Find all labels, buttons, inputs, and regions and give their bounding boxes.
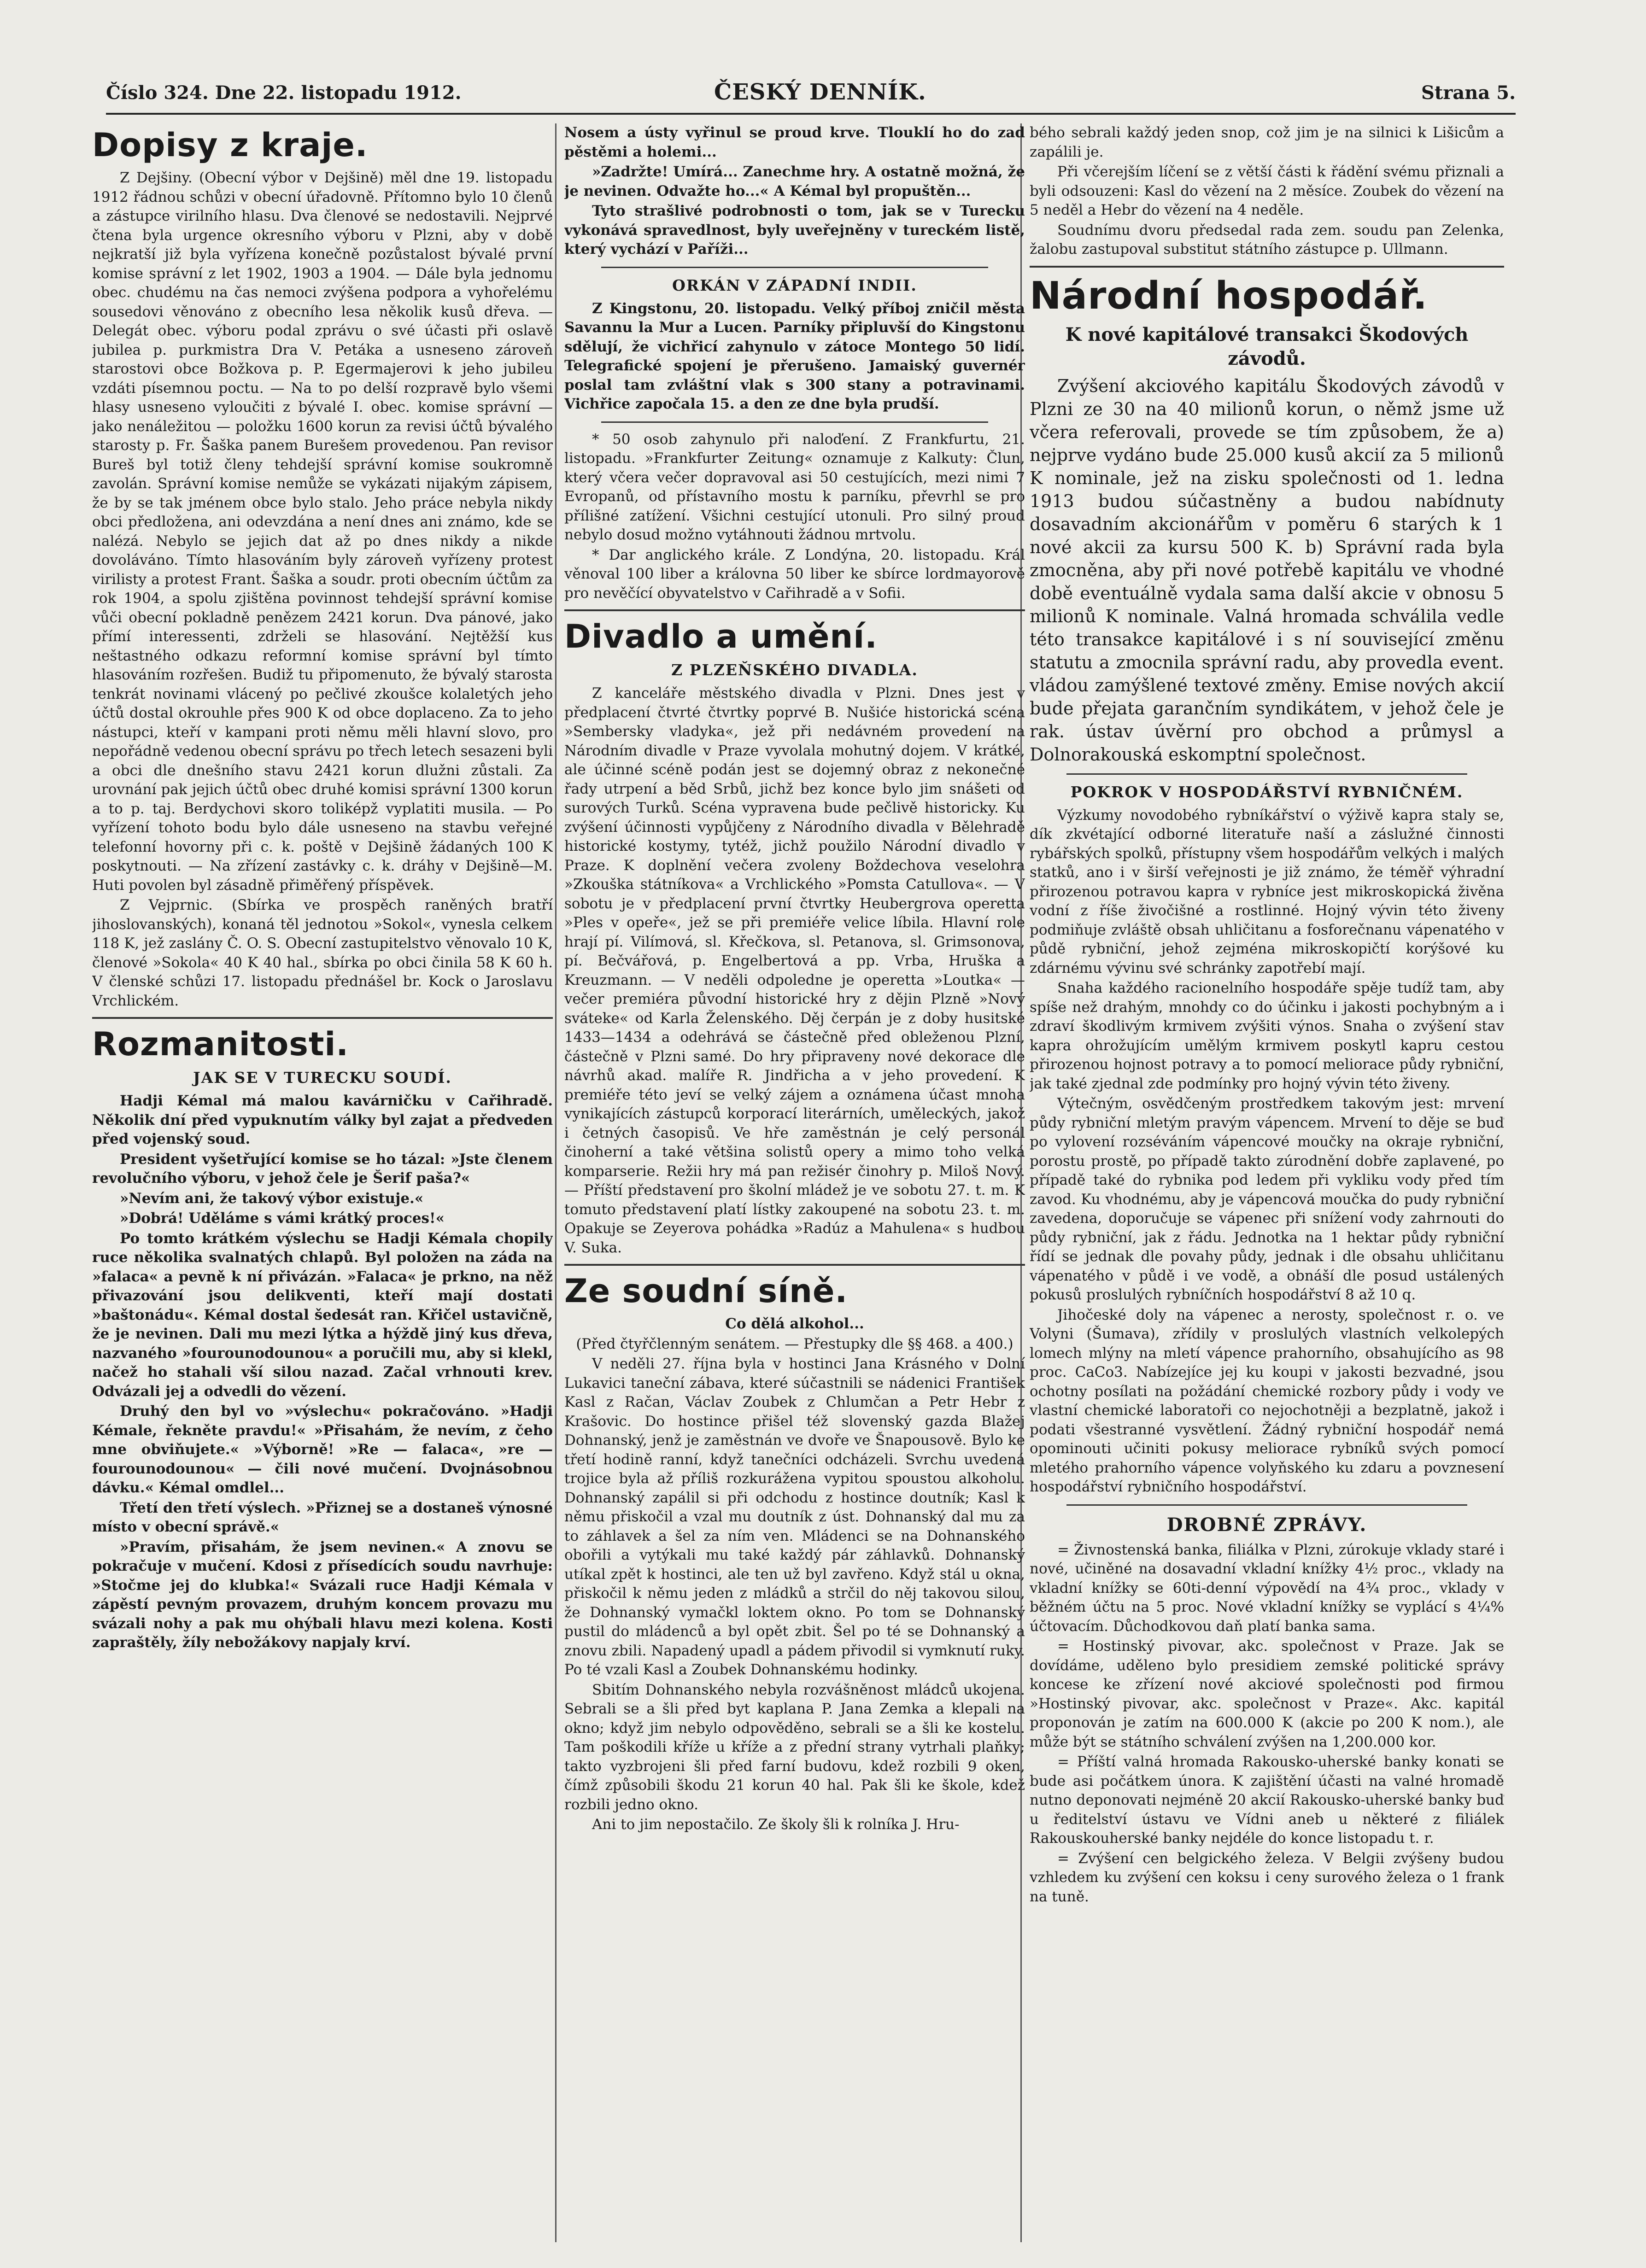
- article-paragraph: Snaha každého racionelního hospodáře spěje tudíž tam, aby spíše než drahým, mnohdy co do účinku i jakosti pochybným a i zdraví škodlivým krmivem zvýšiti výnos. Snaha o zvýšení stav kapra ohrožujícím umělým krmivem poskytl kapru cestou přirozenou hojnost potravy a to pomocí meliorace půdy rybniční, jak také zjednal zde podmínky pro hojný vývin této živeny.: [1030, 980, 1504, 1092]
- section-rule: [564, 609, 1025, 611]
- article-headline: JAK SE V TURECKU SOUDÍ.: [193, 1069, 452, 1087]
- section-title-soud: Ze soudní síně.: [564, 1272, 848, 1310]
- column-2: [564, 123, 1025, 2242]
- section-rule: [1030, 266, 1504, 268]
- article-rule: [1066, 773, 1467, 775]
- article-paragraph: President vyšetřující komise se ho tázal: »Jste členem revolučního výboru, v jehož čele je Šerif paša?«: [92, 1151, 553, 1187]
- article-paragraph: »Nevím ani, že takový výbor existuje.«: [120, 1190, 424, 1207]
- article-subheadline: (Před čtyřčlenným senátem. — Přestupky dle §§ 468. a 400.): [576, 1335, 1013, 1352]
- article-paragraph: »Dobrá! Uděláme s vámi krátký proces!«: [120, 1210, 445, 1227]
- article-paragraph: Tyto strašlivé podrobnosti o tom, jak se v Turecku vykonává spravedlnost, byly uveřejněny v tureckém listě, který vychází v Paříži...: [564, 203, 1025, 257]
- section-rule: [92, 1017, 553, 1019]
- section-title-divadlo: Divadlo a umění.: [564, 618, 878, 655]
- article-paragraph: Z kanceláře městského divadla v Plzni. Dnes jest v předplacení čtvrté čtvrtky poprvé B. Nušiće historická scéna »Sembersky vladyka«, jež při nedávném provedení na Národním divadle v Praze vyvolala mohutný dojem. V krátké, ale účinné scéně podán jest se dojemný obraz z nekonečné řady utrpení a běd Srbů, jichž bez konce bylo jim snášeti od surových Turků. Scéna vypravena bude pečlivě historicky. Ku zvýšení účinnosti vypůjčeny z Národního divadla v Bělehradě historické kostymy, tytéž, jichž použilo Národní divadlo v Praze. K doplnění večera zvoleny Boždechova veselohra »Zkouška státníkova« a Vrchlického »Pomsta Catullova«. — V sobotu je v předplacení první čtvrtky Heubergrova operetta »Ples v opeře«, jež se při premiéře velice líbila. Hlavní role hrají pí. Vilímová, sl. Křečkova, sl. Petanova, sl. Grimsonova, pí. Bečvářová, p. Engelbertová a pp. Vrba, Hruška a Kreuzmann. — V neděli odpoledne je operetta »Loutka« — večer premiéra původní historické hry z dějin Plzně »Nový sváteke« od Karla Želenského. Děj čerpán je z doby husitské 1433—1434 a odehrává se částečně před obleženou Plzní, částečně v Plzni samé. Do hry připraveny nové dekorace dle návrhů akad. malíře R. Jindřicha a v jeho provedení. K premiéře této jeví se velký zájem a oznámena účast mnoha vynikajících zástupců korporací literárních, uměleckých, jakož i četných časopisů. Ve hře zaměstnán je celý personál činoherní a také většina solistů opery a mimo toho velká komparserie. Režii hry má pan režisér činohry p. Miloš Nový. — Příští představení pro školní mládež je ve sobotu 27. t. m. K tomuto představení platí lístky zakoupené na sobotu 23. t. m. Opakuje se Zeyerova pohádka »Radúz a Mahulena« s hudbou V. Suka.: [564, 685, 1025, 1256]
- article-headline: K nové kapitálové transakci Škodových závodů.: [1065, 323, 1469, 369]
- article-paragraph: Druhý den byl vo »výslechu« pokračováno. »Hadji Kémale, řekněte pravdu!« »Přisahám, že nevím, z čeho mne obviňujete.« »Výborně! »Re — falaca«, »re — fourounodounou« — čili nové mučení. Dvojnásobnou dávku.« Kémal omdlel...: [92, 1403, 553, 1496]
- column-3: [1030, 123, 1504, 2242]
- article-paragraph: Jihočeské doly na vápenec a nerosty, společnost r. o. ve Volyni (Šumava), zřídily v proslulých vlastních velkolepých lomech mlýny na mletí vápence prahorního, obsahujícího as 98 proc. CaCo3. Nabízejíce jej ku koupi v jakosti bezvadné, jsou ochotny posílati na požádání chemické rozbory půdy i vody ve vlastní chemické laboratoři co nejochotněji a bezplatně, jakož i podati všestranné vysvětlení. Žádný rybniční hospodář nemá opominouti učiniti pokusy meliorace rybníků svých pomocí mletého prahorního vápence volyňského ku zdaru a povznesení hospodářství rybničního hospodářství.: [1030, 1306, 1504, 1495]
- article-paragraph: = Hostinský pivovar, akc. společnost v Praze. Jak se dovídáme, uděleno bylo presidiem zemské politické správy koncese ke zřízení nové akciové společnosti pod firmou »Hostinský pivovar, akc. společnost v Praze«. Akc. kapitál proponován je zatím na 600.000 K (akcie po 200 K nom.), ale může být se státního schválení zvýšen na 1,200.000 kor.: [1030, 1638, 1504, 1750]
- issue-date: Číslo 324. Dne 22. listopadu 1912.: [106, 82, 462, 104]
- article-paragraph: Z Vejprnic. (Sbírka ve prospěch raněných bratří jihoslovanských), konaná těl jednotou »Sokol«, vynesla celkem 118 K, jež zaslány Č. O. S. Obecní zastupitelstvo věnovalo 10 K, členové »Sokola« 40 K 40 hal., sbírka po obci činila 58 K 60 h. V členské schůzi 17. listopadu přednášel br. Kock o Jaroslavu Vrchlickém.: [92, 897, 553, 1009]
- article-paragraph: Z Dejšiny. (Obecní výbor v Dejšině) měl dne 19. listopadu 1912 řádnou schůzi v obecní úřadovně. Přítomno bylo 10 členů a zástupce virilního hlasu. Dva členové se nedostavili. Nejprvé čtena byla urgence okresního výboru v Plzni, aby v době nejkratší již byla vyřízena konečně pozůstalost bývalé první komise správní z let 1902, 1903 a 1904. — Dále byla jednomu obec. chudému na čas nemoci zvýšena podpora a vyhořelému sousedovi věnováno z obecního lesa několik kusů dřeva. — Delegát obec. výboru podal zprávu o své účasti při oslavě jubilea p. purkmistra Dra V. Petáka a usneseno zároveň starostovi obce Božkova p. P. Egermajerovi k jeho jubileu vzdáti písemnou poctu. — Na to po delší rozpravě bylo všemi hlasy usneseno vyloučiti z bývalé I. obec. komise správní — jako nenáležitou — položku 1600 korun za revisi účtů bývalého starosty p. Fr. Šaška panem Burešem provedenou. Pan revisor Bureš byl totiž členy tehdejší správní komise soukromně zavolán. Správní komise nemůže se vykázati nijakým zápisem, že by se tak jménem obce bylo stalo. Jeho práce nebyla nikdy obci předložena, ani odevzdána a není dnes ani známo, kde se nalézá. Nebylo se jejich dat až po dnes nikdy a nikde dovoláváno. Tímto hlasováním byly zároveň vyřízeny protest virilisty a protest Frant. Šaška a soudr. proti obecním účtům za rok 1904, a spolu zjištěna povinnost tehdejší správní komise vůči obecní pokladně penězem 2421 korun. Dva pánové, jako přímí interessenti, zdrželi se hlasování. Nejtěžší kus neštastného odkazu reformní komise správní byl tímto hlasováním rozřešen. Budiž tu připomenuto, že bývalý starosta tenkrát novinami vlácený po pečlivé zkoušce kolaletých jeho účtů dostal okrouhle přes 900 K od obce doplaceno. Za to jeho nástupci, kteří v kampani proti němu měli hlavní slovo, pro nepořádně vedenou obecní správu po třech letech sesazeni byli a obci dle dnešního stavu 2421 korun dlužni zůstali. Za urovnání pak jejich účtů obec druhé komisi správní 1300 korun a to p. taj. Berdychovi skoro toliképž vyplatiti musila. — Po vyřízení tohoto bodu bylo dále usneseno na stavbu veřejné telefonní hovorny při c. k. poště v Dejšině žádaných 100 K poskytnouti. — Na zřízení zastávky c. k. dráhy v Dejšině—M. Huti povolen byl zásadně přiměřený příspěvek.: [92, 170, 553, 894]
- article-paragraph: Při včerejším líčení se z větší části k řádění svému přiznali a byli odsouzeni: Kasl do vězení na 2 měsíce. Zoubek do vězení na 5 neděl a Hebr do vězení na 4 neděle.: [1030, 164, 1504, 218]
- article-paragraph: bého sebrali každý jeden snop, což jim je na silnici k Lišicům a zapálili je.: [1030, 124, 1504, 160]
- article-paragraph: Soudnímu dvoru předsedal rada zem. soudu pan Zelenka, žalobu zastupoval substitut státního zástupce p. Ullmann.: [1030, 222, 1504, 257]
- article-rule: [601, 421, 988, 423]
- article-rule: [1066, 1504, 1467, 1506]
- article-paragraph: »Pravím, přisahám, že jsem nevinen.« A znovu se pokračuje v mučení. Kdosi z přísedících soudu navrhuje: »Stočme jej do klubka!« Svázali ruce Hadji Kémala v zápěstí pevným provazem, druhým koncem provazu mu svázali nohy a pak mu ohýbali hlavu mezi kolena. Kosti zapraštěly, žíly nebožákovy napjaly krví.: [92, 1538, 553, 1651]
- newspaper-title: ČESKÝ DENNÍK.: [714, 79, 926, 105]
- header-rule: [106, 113, 1516, 115]
- article-paragraph: Výzkumy novodobého rybníkářství o výživě kapra staly se, dík zkvétající odborné literatuře naší a záslužné činnosti rybářských spolků, přístupny všem hospodářům velkých i malých statků, ano i v širší veřejnosti je již známo, že téměř výhradní přirozenou potravou kapra v rybníce jest mikroskopická živěna vodní z říše živočišné a rostlinné. Hojný vývin této živeny podmiňuje zvláště obsah uhličitanu a fosforečnanu vápenatého v půdě rybniční, jehož zejména mikroskopičtí korýšové ku zdárnému vývinu své schránky zapotřebí mají.: [1030, 807, 1504, 976]
- article-headline: DROBNÉ ZPRÁVY.: [1166, 1514, 1367, 1536]
- column-1: [92, 123, 553, 2242]
- article-paragraph: * Dar anglického krále. Z Londýna, 20. listopadu. Král věnoval 100 liber a královna 50 liber ke sbírce lordmayorově pro nevěčící obyvatelstvo v Cařihradě a v Sofii.: [564, 546, 1025, 602]
- article-paragraph: = Příští valná hromada Rakousko-uherské banky konati se bude asi počátkem února. K zajištění účasti na valné hromadě nutno deponovati nejméně 20 akcií Rakousko-uherské banky buď u ředitelství ústavu ve Vídni aneb u některé z filiálek Rakouskouherské banky nejdéle do konce listopadu t. r.: [1030, 1754, 1504, 1847]
- article-paragraph: Výtečným, osvědčeným prostředkem takovým jest: mrvení půdy rybniční mletým pravým vápencem. Mrvení to děje se buď po vylovení rozséváním vápencové moučky na okraje rybniční, porostu prostě, po případě takto zúrodnění dobře zaplavené, po případě také do rybnika pod ledem při vykliku vody před tím zavod. Ku vhodnému, aby je vápencová moučka do pudy rybniční zavedena, doporučuje se vápenec při snížení vody zahrnouti do půdy rybniční, jak z řádu. Jednotka na 1 hektar půdy rybniční řídí se jednak dle povahy půdy, jednak i dle obsahu uhličitanu vápenatého v půdě i ve vodě, a obnáší dle posud ustálených pokusů proslulých rybníčních hospodářství 8 až 10 q.: [1030, 1095, 1504, 1303]
- article-paragraph: * 50 osob zahynulo při naloďení. Z Frankfurtu, 21. listopadu. »Frankfurter Zeitung« oznamuje z Kalkuty: Člun, který včera večer dopravoval asi 50 cestujících, mezi nimi 7 Evropanů, od přístavního mostu k parníku, převrhl se pro přílišné zatížení. Všichni cestující utonuli. Pro silný proud nebylo dosud možno vytáhnouti žádnou mrtvolu.: [564, 431, 1025, 543]
- article-paragraph: Zvýšení akciového kapitálu Škodových závodů v Plzni ze 30 na 40 milionů korun, o němž jsme už včera referovali, provede se tím způsobem, že a) nejprve vydáno bude 25.000 kusů akcií za 5 milionů K nominale, jež na zisku společnosti od 1. ledna 1913 budou súčastněny a budou nabídnuty dosavadním akcionářům v poměru 6 starých k 1 nové akcii za kursu 500 K. b) Správní rada byla zmocněna, aby při nové potřebě kapitálu ve vhodné době eventuálně vydala sama další akcie v obnosu 5 milionů K nominale. Valná hromada schválila vedle této transakce kapitálové i s ní související změnu statutu a zmocnila správní radu, aby provedla event. vládou zamýšlené textové změny. Emise nových akcií bude přejata garančním syndikátem, v jehož čele je rak. ústav úvěrní pro obchod a průmysl a Dolnorakouská eskomptní společnost.: [1030, 375, 1504, 765]
- article-rule: [601, 267, 988, 268]
- article-paragraph: Třetí den třetí výslech. »Přiznej se a dostaneš výnosné místo v obecní správě.«: [92, 1499, 553, 1535]
- article-paragraph: = Zvýšení cen belgického železa. V Belgii zvýšeny budou vzhledem ku zvýšení cen koksu i ceny surového železa o 1 frank na tuně.: [1030, 1850, 1504, 1905]
- page-number: Strana 5.: [1421, 82, 1516, 104]
- article-paragraph: Po tomto krátkém výslechu se Hadji Kémala chopily ruce několika svalnatých chlapů. Byl položen na záda na »falaca« a pevně k ní přivázán. »Falaca« je prkno, na něž přivazování jsou delikventi, kteří mají dostati »baštonádu«. Kémal dostal šedesát ran. Křičel ustavičně, že je nevinen. Dali mu mezi lýtka a hýždě jiný kus dřeva, nazvaného »fourounodounou« a poručili mu, aby si klekl, načež ho stahali vší silou nazad. Začal vrhnouti krev. Odvázali jej a odvedli do vězení.: [92, 1230, 553, 1400]
- article-headline: Co dělá alkohol...: [725, 1315, 864, 1332]
- article-paragraph: Nosem a ústy vyřinul se proud krve. Tlouklí ho do zad pěstěmi a holemi...: [564, 124, 1025, 160]
- section-title-narodni-hospodar: Národní hospodář.: [1030, 274, 1428, 318]
- article-headline: ORKÁN V ZÁPADNÍ INDII.: [672, 276, 917, 294]
- article-paragraph: Z Kingstonu, 20. listopadu. Velký příboj zničil města Savannu la Mur a Lucen. Parníky připluvší do Kingstonu sdělují, že vichřicí zahynulo v zátoce Montego 50 lidí. Telegrafické spojení je přerušeno. Jamaiský guvernér poslal tam zvláštní vlak s 300 stany a potravinami. Vichřice započala 15. a den ze dne byla prudší.: [564, 300, 1025, 412]
- section-title-rozmanitosti: Rozmanitosti.: [92, 1025, 349, 1063]
- article-paragraph: »Zadržte! Umírá... Zanechme hry. A ostatně možná, že je nevinen. Odvažte ho...« A Kémal byl propuštěn...: [564, 164, 1025, 199]
- page-header: [106, 77, 1516, 110]
- article-headline: Z PLZEŇSKÉHO DIVADLA.: [671, 661, 918, 679]
- article-headline: POKROK V HOSPODÁŘSTVÍ RYBNIČNÉM.: [1070, 783, 1464, 801]
- section-title-dopisy: Dopisy z kraje.: [92, 126, 368, 164]
- section-rule: [564, 1264, 1025, 1266]
- article-paragraph: Hadji Kémal má malou kavárničku v Cařihradě. Několik dní před vypuknutím války byl zajat a předveden před vojenský soud.: [92, 1093, 553, 1147]
- article-paragraph: V neděli 27. října byla v hostinci Jana Krásného v Dolní Lukavici taneční zábava, které súčastnili se nádenici František Kasl z Račan, Václav Zoubek z Chlumčan a Petr Hebr z Krašovic. Do hostince přišel též slovenský gazda Blažej Dohnanský, jenž je zaměstnán ve dvoře ve Šnapousově. Bylo ke třetí hodině ranní, když tanečníci odcházeli. Svrchu uvedená trojice byla až příliš rozkurážena vypitou spoustou alkoholu. Dohnanský zapálil si při odchodu z hostince doutník; Kasl k němu přiskočil a vzal mu doutník z úst. Dohnanský dal mu za to záhlavek a šel za ním ven. Mládenci se na Dohnanského obořili a vytýkali mu také každý pár záhlavků. Dohnanský utíkal zpět k hostinci, ale ten už byl zavřeno. Když stál u okna, přiskočil k němu jeden z mládků a strčil do něj takovou silou, že Dohnanský vymačkl loktem okno. Po tom se Dohnanský pustil do mládenců a byl opět zbit. Šel po té se Dohnanský a znovu zbili. Napadený upadl a pádem přivodil si vymknutí ruky. Po té vzali Kasl a Zoubek Dohnanskému hodinky.: [564, 1356, 1025, 1678]
- article-paragraph: Sbitím Dohnanského nebyla rozvášněnost mládců ukojena. Sebrali se a šli před byt kaplana P. Jana Zemka a klepali na okno; když jim nebylo odpověděno, sebrali se a šli ke kostelu. Tam poškodili kříže u kříže a z přední strany vytrhali plaňky; takto vyzbrojeni šli před farní budovu, kdež rozbili 9 oken, čímž způsobili škodu 21 korun 40 hal. Pak šli ke škole, kdež rozbili jedno okno.: [564, 1681, 1025, 1813]
- column-divider: [555, 123, 556, 2242]
- article-paragraph: = Živnostenská banka, filiálka v Plzni, zúrokuje vklady staré i nové, učiněné na dosavadní vkladní knížky 4½ proc., vklady na vkladní knížky se 60ti-denní výpovědí na 4¾ proc., vklady v běžném účtu na 5 proc. Nové vkladní knížky se vyplácí s 4¼% účtovacím. Důchodkovou daň platí banka sama.: [1030, 1541, 1504, 1635]
- article-paragraph: Ani to jim nepostačilo. Ze školy šli k rolníka J. Hru-: [592, 1816, 960, 1833]
